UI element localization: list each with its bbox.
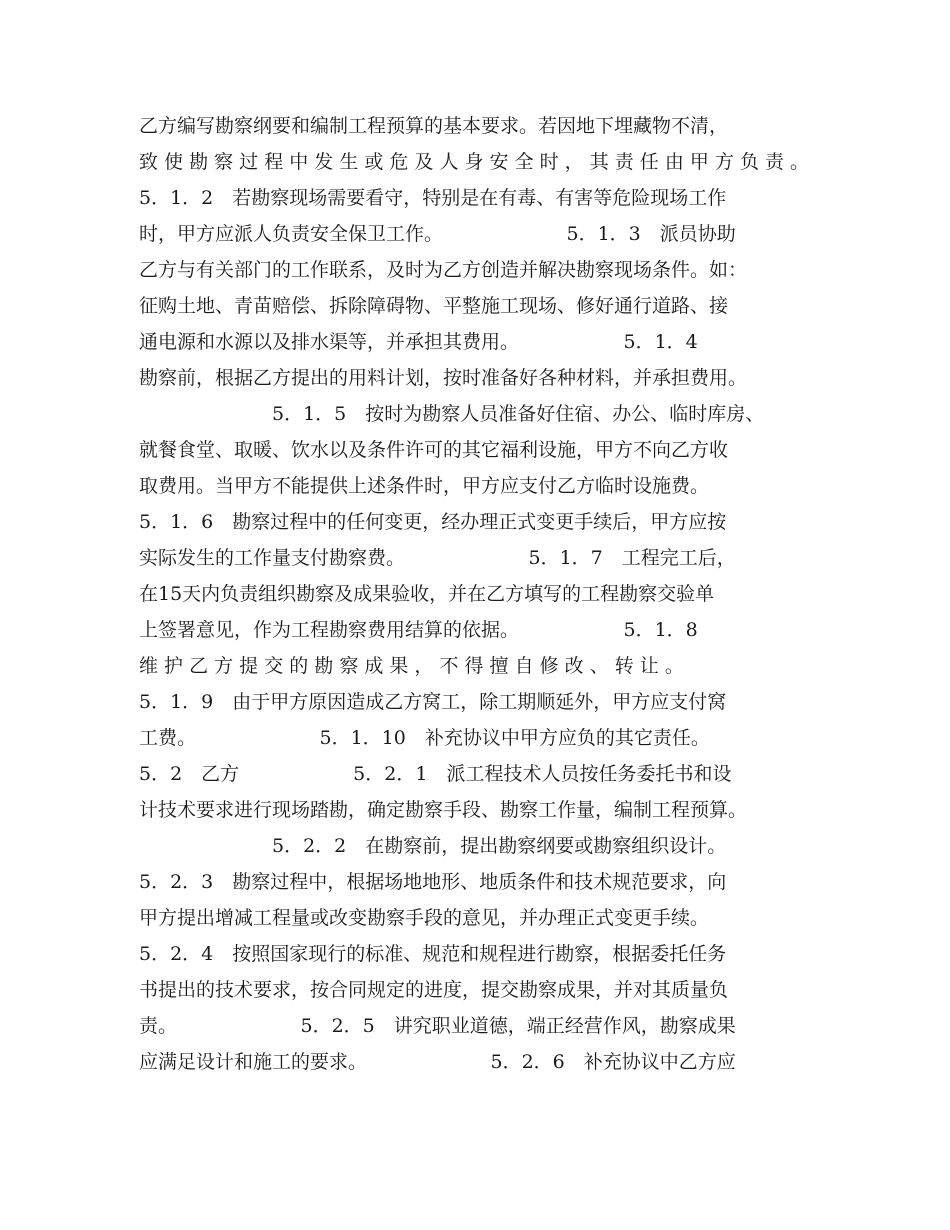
text-line: 书提出的技术要求，按合同规定的进度，提交勘察成果，并对其质量负: [139, 979, 729, 1001]
text-line: 应满足设计和施工的要求。 5．2．6 补充协议中乙方应: [139, 1051, 736, 1073]
text-line: 通电源和水源以及排水渠等，并承担其费用。 5．1．4: [139, 331, 698, 353]
text-line: 在15天内负责组织勘察及成果验收，并在乙方填写的工程勘察交验单: [139, 583, 715, 605]
text-line: 责。 5．2．5 讲究职业道德，端正经营作风，勘察成果: [139, 1015, 736, 1037]
text-line: 乙方编写勘察纲要和编制工程预算的基本要求。若因地下埋藏物不清，: [139, 115, 729, 137]
text-line: 上签署意见，作为工程勘察费用结算的依据。 5．1．8: [139, 619, 698, 641]
text-line: 5．1．9 由于甲方原因造成乙方窝工，除工期顺延外，甲方应支付窝: [139, 691, 727, 713]
text-line: 实际发生的工作量支付勘察费。 5．1．7 工程完工后，: [139, 547, 736, 569]
text-line: 工费。 5．1．10 补充协议中甲方应负的其它责任。: [139, 727, 710, 749]
text-line: 就餐食堂、取暖、饮水以及条件许可的其它福利设施，甲方不向乙方收: [139, 439, 729, 461]
text-line: 时，甲方应派人负责安全保卫工作。 5．1．3 派员协助: [139, 223, 736, 245]
text-line: 5．2 乙方 5．2．1 派工程技术人员按任务委托书和设: [139, 763, 732, 785]
text-line: 甲方提出增减工程量或改变勘察手段的意见，并办理正式变更手续。: [139, 907, 710, 929]
text-line: 5．2．3 勘察过程中，根据场地地形、地质条件和技术规范要求，向: [139, 871, 727, 893]
text-line: 5．1．5 按时为勘察人员准备好住宿、办公、临时库房、: [139, 403, 765, 425]
text-line: 计技术要求进行现场踏勘，确定勘察手段、勘察工作量，编制工程预算。: [139, 799, 748, 821]
text-line: 致 使 勘 察 过 程 中 发 生 或 危 及 人 身 安 全 时 ， 其 责 任 由 甲 方 负 责 。: [139, 151, 810, 173]
text-line: 5．1．2 若勘察现场需要看守，特别是在有毒、有害等危险现场工作: [139, 187, 727, 209]
text-line: 5．2．2 在勘察前，提出勘察纲要或勘察组织设计。: [139, 835, 727, 857]
text-line: 维 护 乙 方 提 交 的 勘 察 成 果 ， 不 得 擅 自 修 改 、 转 让 。: [139, 655, 684, 677]
text-line: 乙方与有关部门的工作联系，及时为乙方创造并解决勘察现场条件。如：: [139, 259, 748, 281]
text-line: 勘察前，根据乙方提出的用料计划，按时准备好各种材料，并承担费用。: [139, 367, 748, 389]
text-line: 征购土地、青苗赔偿、拆除障碍物、平整施工现场、修好通行道路、接: [139, 295, 729, 317]
text-line: 5．1．6 勘察过程中的任何变更，经办理正式变更手续后，甲方应按: [139, 511, 727, 533]
text-line: 5．2．4 按照国家现行的标准、规范和规程进行勘察，根据委托任务: [139, 943, 727, 965]
text-line: 取费用。当甲方不能提供上述条件时，甲方应支付乙方临时设施费。: [139, 475, 710, 497]
